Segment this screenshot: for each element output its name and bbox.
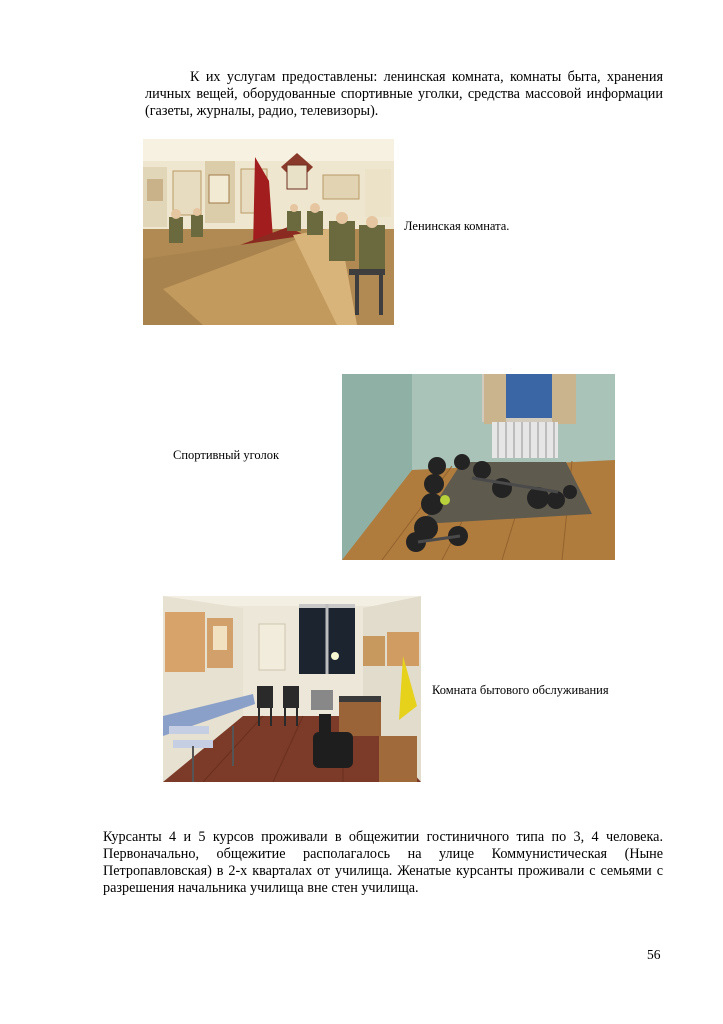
lenin-room-caption: Ленинская комната.	[404, 219, 510, 233]
intro-paragraph: К их услугам предоставлены: ленинская комната, комнаты быта, хранения личных вещей, оборудованные спортивные уголки, средства массовой информации (газеты, журналы, радио, телевизоры).	[145, 69, 663, 119]
service-room-photo	[163, 596, 421, 782]
page-number: 56	[647, 947, 661, 962]
sports-corner-photo	[342, 374, 615, 560]
service-room-caption: Комната бытового обслуживания	[432, 683, 609, 697]
lenin-room-photo	[143, 139, 394, 325]
dormitory-paragraph: Курсанты 4 и 5 курсов проживали в общежитии гостиничного типа по 3, 4 человека. Первоначально, общежитие располагалось на улице Коммунистическая (Ныне Петропавловская) в 2-х кварталах от училища. Женатые курсанты проживали с семьями с разрешения начальника училища вне стен училища.	[103, 829, 663, 896]
sports-corner-caption: Спортивный уголок	[173, 448, 280, 462]
